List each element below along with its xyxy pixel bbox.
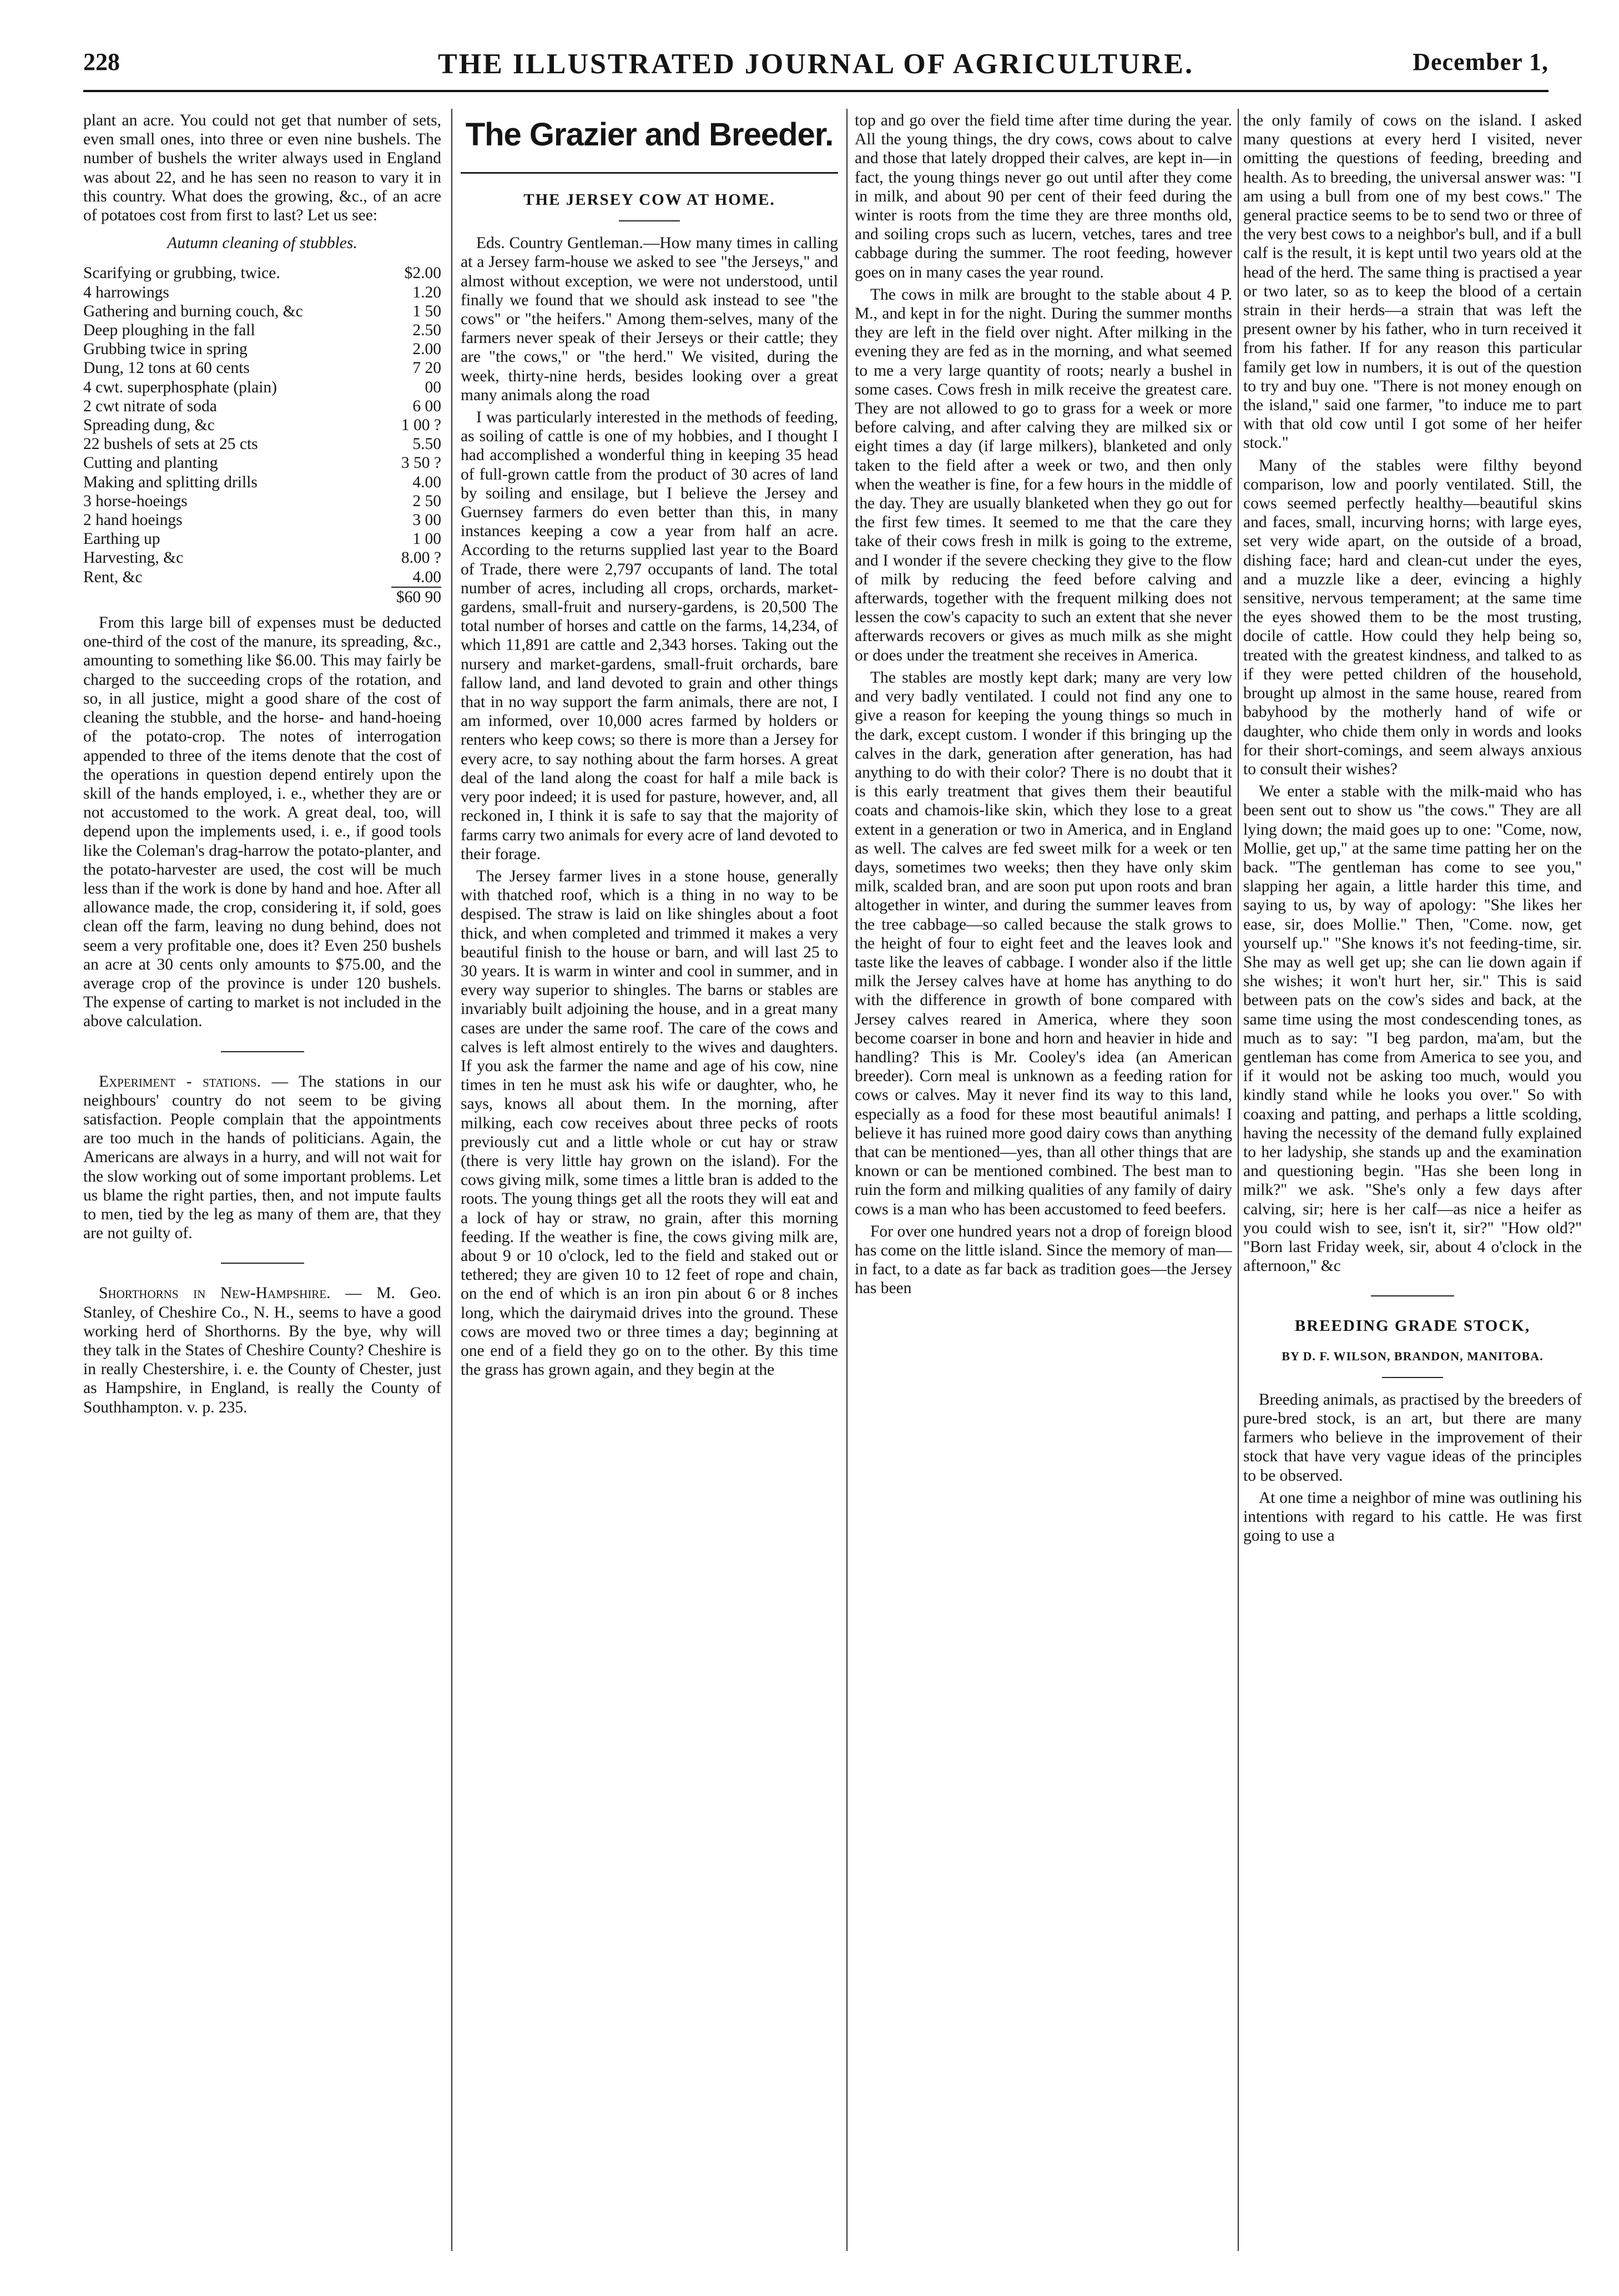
cost-item: Cutting and planting <box>83 454 218 472</box>
cost-item: Gathering and burning couch, &c <box>83 302 303 320</box>
article-2-byline: BY D. F. WILSON, BRANDON, MANITOBA. <box>1282 1349 1544 1363</box>
cost-row <box>83 492 441 511</box>
breeding-paragraph-1: Breeding animals, as practised by the breeders of pure-bred stock, is an art, but there are many farmers who believe in the improvement of their stock that have very vague ideas of the principles to be observed. <box>1243 1390 1582 1485</box>
cost-row <box>83 378 441 397</box>
cost-amount: 1 50 <box>412 302 441 320</box>
article-2-title: BREEDING GRADE STOCK, <box>1294 1317 1531 1335</box>
column-divider <box>1238 109 1239 2251</box>
running-header <box>83 48 1549 87</box>
cost-amount: 00 <box>425 378 441 396</box>
cost-row <box>83 340 441 359</box>
cost-amount: 3 00 <box>412 511 441 529</box>
jersey-paragraph-9: Many of the stables were filthy beyond comparison, low and poorly ventilated. Still, the cows seemed perfectly healthy—beautiful skins and faces, small, incurving horns; with large eyes, set very wide apart, on the outside of a broad, dishing face; hard and clean-cut under the eyes, and a muzzle like a deer, evincing a highly sensitive, nervous temperament; at the same time the eyes showed them to be the most trusting, docile of cattle. How could they help being so, treated with the greatest kindness, and talked to as if they were petted children of the household, brought up almost in the same house, reared from babyhood by the motherly hand of wife or daughter, who chide them only in words and looks for their short-comings, and seem always anxious to consult their wishes? <box>1243 456 1582 778</box>
potato-costs-paragraph: From this large bill of expenses must be deducted one-third of the cost of the manure, its spreading, &c., amounting to something like $6.00. This may fairly be charged to the succeeding crops of the rotation, and so, in all justice, might a good share of the cost of cleaning the stubble, and the horse- and hand-hoeing of the potato-crop. The notes of interrogation appended to three of the items denote that the cost of the operations in question depend entirely upon the skill of the hands employed, i. e., whether they are or not accustomed to the work. A great deal, too, will depend upon the implements used, i. e., if good tools like the Coleman's drag-harrow the potato-planter, and the potato-harvester are used, the cost will be much less than if the work is done by hand and hoe. After all allowance made, the crop, considering it, if sold, goes clean off the farm, leaving no dung behind, does not seem a very profitable one, does it? Even 250 bushels an acre at 30 cents only amounts to $75.00, and the average crop of the province is under 120 bushels. The expense of carting to market is not included in the above calculation. <box>83 614 441 1031</box>
section-separator <box>1371 1295 1454 1296</box>
costs-heading: Autumn cleaning of stubbles. <box>167 234 357 253</box>
cost-row <box>83 453 441 472</box>
cost-item: 22 bushels of sets at 25 cts <box>83 435 258 453</box>
column-divider <box>846 109 848 2251</box>
experiment-stations-paragraph <box>83 1072 441 1243</box>
cost-amount: $2.00 <box>404 264 441 282</box>
cost-item: Scarifying or grubbing, twice. <box>83 264 280 282</box>
cost-item: 4 harrowings <box>83 283 169 301</box>
cost-item: Deep ploughing in the fall <box>83 321 255 340</box>
cost-row <box>83 264 441 282</box>
column-divider <box>451 109 452 2251</box>
cost-amount: 4.00 <box>412 568 441 586</box>
cost-item: Dung, 12 tons at 60 cents <box>83 359 250 377</box>
cost-item: 2 hand hoeings <box>83 511 183 529</box>
jersey-paragraph-5: The cows in milk are brought to the stable about 4 P. M., and kept in for the night. During the summer months they are left in the field over night. After milking in the evening they are fed as in the morning, and what seemed to me a very large quantity of roots; nearly a bushel in some cases. Cows fresh in milk receive the greatest care. They are not allowed to go to grass for a week or more before calving, and after calving they are milked six or eight times a day (if large milkers), blanketed and only taken to the field after a week or two, and then only when the weather is fine, for a few hours in the middle of the day. They are usually blanketed when they go out for the first few times. It seemed to me that the care they take of their cows fresh in milk is going to the extreme, and I wonder if the severe checking they give to the flow of milk by reducing the feed before calving and afterwards, together with the frequent milking does not lessen the cow's capacity to such an extent that she never afterwards recovers or gives as much milk as she might or does under the treatment she receives in America. <box>855 285 1232 664</box>
jersey-paragraph-7: For over one hundred years not a drop of foreign blood has come on the little island. Since the memory of man—in fact, to a date as far back as tradition goes—the Jersey has been <box>855 1222 1232 1298</box>
jersey-paragraph-10: We enter a stable with the milk-maid who has been sent out to show us "the cows." They are all lying down; the maid goes up to one: "Come, now, Mollie, get up," at the same time patting her on the back. "The gentleman has come to see you," slapping her again, a little harder this time, and saying to us, by way of apology: "She likes her ease, sir, does Mollie." Then, "Come. now, get yourself up." "She knows it's not feeding-time, sir. She may as well get up; she can lie down again if she wishes; it won't hurt her, sir." This is said between pats on the cow's sides and back, at the same time using the most condescending tones, as much as to say: "I beg pardon, ma'am, but the gentleman has come from America to see you, and if it would not be asking too much, would you kindly stand while he looks you over." So with coaxing and patting, and perhaps a little scolding, having the necessity of the demand fully explained to her ladyship, she stands up and the examination and questioning begin. "Has she been long in milk?" we ask. "She's only a few days after calving, sir; here is her calf—as nice a heifer as you could wish to see, isn't it, sir?" "How old?" "Born last Friday week, sir, about 4 o'clock in the afternoon," &c <box>1243 783 1582 1275</box>
costs-total-row <box>83 587 441 607</box>
cost-amount: 2.50 <box>412 321 441 340</box>
cost-item: 3 horse-hoeings <box>83 492 188 510</box>
cost-item: Making and splitting drills <box>83 473 258 491</box>
experiment-stations-body: — The stations in our neighbours' country do not seem to be giving satisfaction. People complain that the appointments are too much in the hands of politicians. Again, the Americans are always in a hurry, and will not wait for the slow working out of some important problems. Let us blame the right parties, then, and not impute faults to men, tied by the leg as many of them are, that they are not guilty of. <box>83 1072 441 1243</box>
column-2 <box>461 111 838 2253</box>
cost-item: Grubbing twice in spring <box>83 340 248 359</box>
cost-row <box>83 416 441 435</box>
jersey-paragraph-2: I was particularly interested in the methods of feeding, as soiling of cattle is one of my hobbies, and I thought I had accomplished a wonderful thing in keeping 35 head of full-grown cattle from the product of 30 acres of land by soiling and ensilage, but I believe the Jersey and Guernsey farmers do even better than this, in many instances keeping a cow a year from half an acre. According to the returns supplied last year to the Board of Trade, there were 2,797 occupants of land. The total number of acres, including all crops, orchards, market-gardens, small-fruit and nursery-gardens, is 20,500 The total number of horses and cattle on the farms, 14,234, of which 11,891 are cattle and 2,343 horses. Taking out the nursery and market-gardens, small-fruit orchards, bare fallow land, and land devoted to grain and other things that in no way support the farm animals, there are not, I am informed, over 10,000 acres farmed by holders or renters who keep cows; so there is more than a Jersey for every acre, to say nothing about the farm horses. A great deal of the land along the coast for half a mile back is very poor indeed; it is used for pasture, however, and, all reckoned in, I think it is safe to say that the majority of farms carry two animals for every acre of land devoted to their forage. <box>461 408 838 863</box>
cost-amount: 2 50 <box>412 492 441 510</box>
cost-item: Harvesting, &c <box>83 549 184 567</box>
header-rule <box>83 90 1549 92</box>
cost-amount: 6 00 <box>412 397 441 415</box>
cost-amount: 1 00 ? <box>401 416 441 435</box>
jersey-paragraph-3: The Jersey farmer lives in a stone house, generally with thatched roof, which is a thing in no way to be despised. The straw is laid on like shingles about a foot thick, and when completed and trimmed it makes a very beautiful finish to the house or barn, and will last 25 to 30 years. It is warm in winter and cool in summer, and in every way superior to shingles. The barns or stables are invariably built adjoining the house, and in a great many cases are under the same roof. The care of the cows and calves is left almost entirely to the wives and daughters. If you ask the farmer the name and age of his cow, nine times in ten he must ask his wife or daughter, who, he says, knows all about them. In the morning, after milking, each cow receives about three pecks of roots previously cut and a little whole or cut hay or straw (there is very little hay grown on the island). For the cows giving milk, some times a little bran is added to the roots. The young things get all the roots they will eat and a lock of hay or straw, no grain, after this morning feeding. If the weather is fine, the cows giving milk are, about 9 or 10 o'clock, led to the field and staked out or tethered; they are given 10 to 12 feet of rope and chain, on the end of which is an iron pin about 6 or 8 inches long, which the dairymaid drives into the ground. These cows are moved two or three times a day; beginning at one end of a field they go on to the other. By this time the grass has grown again, and they begin at the <box>461 867 838 1379</box>
cost-row <box>83 397 441 416</box>
jersey-paragraph-4: top and go over the field time after time during the year. All the young things, the dry cows, cows about to calve and those that lately dropped their calves, are kept in—in fact, the young things never go out until after they come in milk, and about 90 per cent of their feed during the winter is roots from the time they are three months old, and soiling crops such as lucern, vetches, tares and tree cabbage during the summer. The root feeding, however goes on in many cases the year round. <box>855 112 1232 281</box>
issue-date: December 1, <box>1413 48 1549 75</box>
journal-title: THE ILLUSTRATED JOURNAL OF AGRICULTURE. <box>438 48 1194 80</box>
cost-item: 4 cwt. superphosphate (plain) <box>83 378 277 396</box>
shorthorns-body: — M. Geo. Stanley, of Cheshire Co., N. H., seems to have a good working herd of Shorthorns. By the bye, why will they talk in the States of Cheshire County? Cheshire is in really Chestershire, i. e. the County of Chester, just as Hampshire, in England, is really the County of Southhampton. v. p. 235. <box>83 1284 441 1416</box>
column-1 <box>83 111 441 2253</box>
cost-item: Spreading dung, &c <box>83 416 215 435</box>
column-3 <box>855 111 1232 2253</box>
cost-amount: 1 00 <box>412 530 441 548</box>
title-rule <box>619 220 680 221</box>
page-number: 228 <box>83 48 120 75</box>
cost-row <box>83 283 441 302</box>
section-separator <box>221 1263 304 1264</box>
cost-row <box>83 473 441 492</box>
costs-total: $60 90 <box>391 587 441 607</box>
department-rule <box>461 172 838 174</box>
breeding-paragraph-2: At one time a neighbor of mine was outlining his intentions with regard to his cattle. He was first going to use a <box>1243 1488 1582 1545</box>
cost-row <box>83 435 441 453</box>
column-4 <box>1243 111 1582 2253</box>
potato-intro-paragraph: plant an acre. You could not get that number of sets, even small ones, into three or even nine bushels. The number of bushels the writer always used in England was about 22, and he has seen no reason to vary it in this country. What does the growing, &c., of an acre of potatoes cost from first to last? Let us see: <box>83 112 441 225</box>
byline-rule <box>1382 1377 1443 1378</box>
cost-row <box>83 359 441 377</box>
shorthorns-heading: Shorthorns in New-Hampshire. <box>99 1284 331 1303</box>
cost-item: Rent, &c <box>83 568 143 586</box>
cost-amount: 2.00 <box>412 340 441 359</box>
cost-amount: 3 50 ? <box>401 454 441 472</box>
cost-item: 2 cwt nitrate of soda <box>83 397 217 415</box>
cost-row <box>83 511 441 529</box>
article-title: THE JERSEY COW AT HOME. <box>523 191 775 209</box>
cost-row <box>83 548 441 567</box>
cost-row <box>83 529 441 548</box>
shorthorns-paragraph <box>83 1284 441 1416</box>
jersey-paragraph-8: the only family of cows on the island. I asked many questions at every herd I visited, never omitting the questions of feeding, breeding and health. As to breeding, the universal answer was: "I am using a bull from one of my best cows." The general practice seems to be to send two or three of the very best cows to a neighbor's bull, and if a bull calf is the result, it is kept until two years old at the head of the herd. The same thing is practised a year or two later, so as to keep the blood of a certain strain in their herds—a strain that was left the present owner by his father, who in turn received it from his father. If for any reason this particular family get low in numbers, it is out of the question to try and buy one. "There is not money enough on the island," said one farmer, "to induce me to part with that old cow until I got some of her heifer stock." <box>1243 112 1582 452</box>
section-separator <box>221 1051 304 1052</box>
experiment-stations-heading: Experiment - stations. <box>99 1072 261 1091</box>
department-heading: The Grazier and Breeder. <box>465 117 834 153</box>
cost-amount: 4.00 <box>412 473 441 491</box>
cost-amount: 7 20 <box>412 359 441 377</box>
cost-amount: 5.50 <box>412 435 441 453</box>
cost-row <box>83 302 441 321</box>
cost-row <box>83 568 441 587</box>
cost-row <box>83 321 441 340</box>
cost-amount: 1.20 <box>412 283 441 301</box>
potato-costs-table <box>83 264 441 607</box>
cost-amount: 8.00 ? <box>401 549 441 567</box>
jersey-paragraph-1: Eds. Country Gentleman.—How many times in calling at a Jersey farm-house we asked to see "the Jerseys," and almost without exception, we were not understood, until finally we found that we should ask instead to see "the cows" or "the heifers." Among them-selves, many of the farmers never speak of their Jerseys or their cattle; they are "the cows," or "the herd." We visited, during the week, thirty-nine herds, besides looking over a great many animals along the road <box>461 234 838 404</box>
jersey-paragraph-6: The stables are mostly kept dark; many are very low and very badly ventilated. I could not find any one to give a reason for keeping the young things so much in the dark, except custom. I wonder if this bringing up the calves in the dark, generation after generation, has had anything to do with their color? There is no doubt that it is this early treatment that gives them their beautiful coats and chamois-like skin, which they lose to a great extent in a generation or two in America, and in England as well. The calves are fed sweet milk for a week or ten days, sometimes two weeks; then they have only skim milk, scalded bran, and are soon put upon roots and bran altogether in winter, and during the summer leaves from the tree cabbage—so called because the stalk grows to the height of four to eight feet and the leaves look and taste like the leaves of cabbage. I wonder also if the little milk the Jersey calves have at home has anything to do with the difference in growth of bone compared with Jersey calves reared in America, where they soon become coarser in bone and horn and heavier in hide and handling? This is Mr. Cooley's idea (an American breeder). Corn meal is unknown as a feeding ration for cows or calves. May it never find its way to this land, especially as a food for these most beautiful animals! I believe it has ruined more good dairy cows than anything that can be mentioned—yes, than all other things that are known or can be mentioned combined. The best man to ruin the form and milking qualities of any family of dairy cows is a man who has been accustomed to feed beefers. <box>855 668 1232 1218</box>
cost-item: Earthing up <box>83 530 160 548</box>
